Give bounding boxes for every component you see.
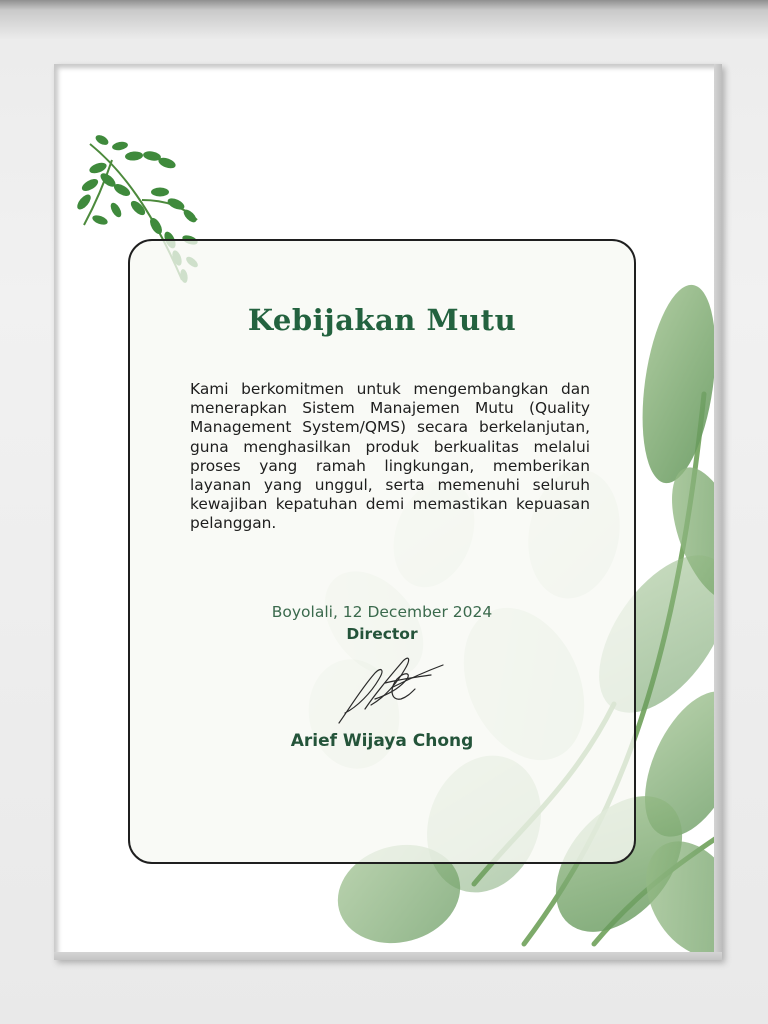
policy-card (128, 239, 636, 864)
frame-edge-right (714, 64, 722, 960)
place-date: Boyolali, 12 December 2024 (271, 603, 493, 621)
policy-statement: Kami berkomitmen untuk mengembangkan dan menerapkan Sistem Manajemen Mutu (Quality Management System/QMS) secara berkelanjutan, guna menghasilkan produk berkualitas melalui proses yang ramah lingkungan, memberikan layanan yang unggul, serta memenuhi seluruh kewajiban kepatuhan demi memastikan kepuasan pelanggan. (190, 380, 590, 533)
handwritten-signature-icon (335, 649, 445, 727)
signer-role: Director (346, 625, 418, 643)
frame-edge-bottom (54, 952, 722, 960)
signer-name: Arief Wijaya Chong (290, 731, 474, 751)
document-title: Kebijakan Mutu (247, 303, 517, 337)
picture-frame (54, 64, 722, 960)
